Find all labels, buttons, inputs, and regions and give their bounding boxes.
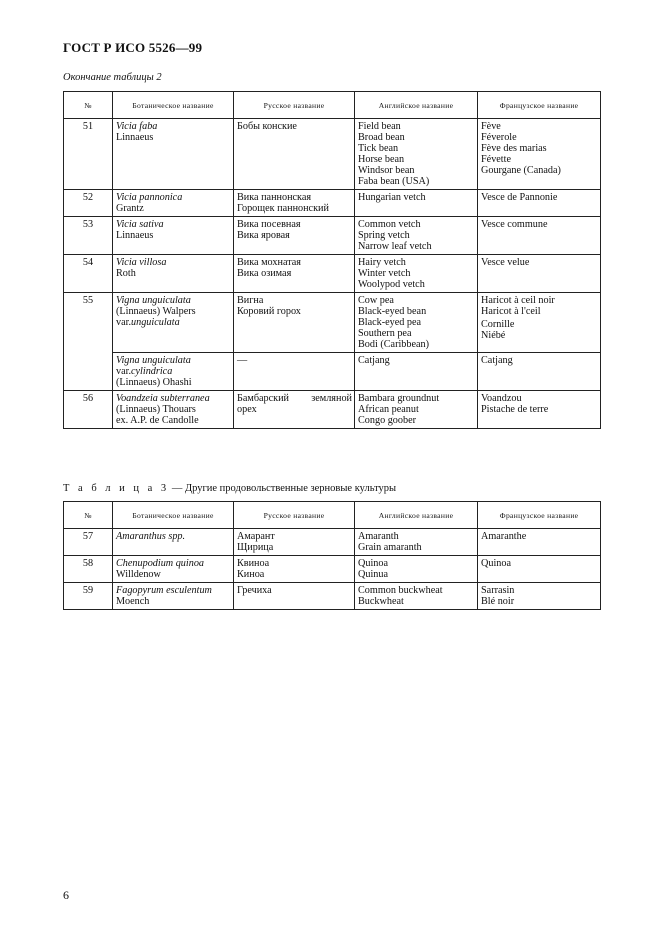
- row-number: 57: [64, 529, 113, 556]
- english-name: Amaranth Grain amaranth: [355, 529, 478, 556]
- table-row: [64, 583, 601, 610]
- russian-name: Амарант Щирица: [234, 529, 355, 556]
- table3-caption: Т а б л и ц а 3 — Другие продовольственные зерновые культуры: [63, 483, 397, 494]
- botanical-name: Vicia faba Linnaeus: [113, 119, 234, 190]
- col-header-number: №: [64, 502, 113, 529]
- english-name: Hairy vetch Winter vetch Woolypod vetch: [355, 255, 478, 293]
- english-name: Hungarian vetch: [355, 190, 478, 217]
- french-name: Fève Féverole Fève des marias Févette Gourgane (Canada): [478, 119, 601, 190]
- table-row: [64, 190, 601, 217]
- table-3: [63, 501, 601, 610]
- russian-name: Вика посевная Вика яровая: [234, 217, 355, 255]
- col-header-english: Английское название: [355, 92, 478, 119]
- french-name: Haricot à ceil noir Haricot à l'ceil Cornille Niébé: [478, 293, 601, 353]
- col-header-french: Французское название: [478, 502, 601, 529]
- table2-caption: Окончание таблицы 2: [63, 72, 162, 83]
- botanical-name: Chenupodium quinoa Willdenow: [113, 556, 234, 583]
- table-row: [64, 255, 601, 293]
- row-number: 54: [64, 255, 113, 293]
- table-header-row: [64, 502, 601, 529]
- row-number: 59: [64, 583, 113, 610]
- russian-name: Вигна Коровий горох: [234, 293, 355, 353]
- french-name: Quinoa: [478, 556, 601, 583]
- botanical-name: Vicia villosa Roth: [113, 255, 234, 293]
- russian-name: Вика паннонская Горощек паннонский: [234, 190, 355, 217]
- row-number: 52: [64, 190, 113, 217]
- col-header-botanical: Ботаническое название: [113, 502, 234, 529]
- botanical-name: Vicia pannonica Grantz: [113, 190, 234, 217]
- french-name: Vesce de Pannonie: [478, 190, 601, 217]
- english-name: Common buckwheat Buckwheat: [355, 583, 478, 610]
- french-name: Amaranthe: [478, 529, 601, 556]
- table-row: [64, 353, 601, 391]
- russian-name: Вика мохнатая Вика озимая: [234, 255, 355, 293]
- col-header-russian: Русское название: [234, 502, 355, 529]
- russian-name: Квиноа Киноа: [234, 556, 355, 583]
- document-id: ГОСТ Р ИСО 5526—99: [63, 40, 203, 55]
- french-name: Catjang: [478, 353, 601, 391]
- english-name: Cow pea Black-eyed bean Black-eyed pea Southern pea Bodi (Caribbean): [355, 293, 478, 353]
- table-header-row: [64, 92, 601, 119]
- table-row: [64, 391, 601, 429]
- english-name: Common vetch Spring vetch Narrow leaf vetch: [355, 217, 478, 255]
- page-number: 6: [63, 888, 69, 902]
- table-row: [64, 556, 601, 583]
- english-name: Field bean Broad bean Tick bean Horse bean Windsor bean Faba bean (USA): [355, 119, 478, 190]
- russian-name: —: [234, 353, 355, 391]
- botanical-name: Fagopyrum esculentum Moench: [113, 583, 234, 610]
- english-name: Quinoa Quinua: [355, 556, 478, 583]
- botanical-name: Vigna unguiculata var.cylindrica (Linnaeus) Ohashi: [113, 353, 234, 391]
- table-row: [64, 293, 601, 353]
- french-name: Sarrasin Blé noir: [478, 583, 601, 610]
- russian-name: Бамбарский земляной орех: [234, 391, 355, 429]
- col-header-number: №: [64, 92, 113, 119]
- row-number: 55: [64, 293, 113, 391]
- row-number: 58: [64, 556, 113, 583]
- french-name: Vesce velue: [478, 255, 601, 293]
- botanical-name: Amaranthus spp.: [113, 529, 234, 556]
- russian-name: Гречиха: [234, 583, 355, 610]
- row-number: 56: [64, 391, 113, 429]
- french-name: Vesce commune: [478, 217, 601, 255]
- col-header-french: Французское название: [478, 92, 601, 119]
- table-row: [64, 217, 601, 255]
- col-header-botanical: Ботаническое название: [113, 92, 234, 119]
- english-name: Bambara groundnut African peanut Congo goober: [355, 391, 478, 429]
- french-name: Voandzou Pistache de terre: [478, 391, 601, 429]
- table-2: [63, 91, 601, 429]
- table-row: [64, 119, 601, 190]
- col-header-russian: Русское название: [234, 92, 355, 119]
- russian-name: Бобы конские: [234, 119, 355, 190]
- english-name: Catjang: [355, 353, 478, 391]
- botanical-name: Voandzeia subterranea (Linnaeus) Thouars ex. A.P. de Candolle: [113, 391, 234, 429]
- table-row: [64, 529, 601, 556]
- botanical-name: Vigna unguiculata (Linnaeus) Walpers var.unguiculata: [113, 293, 234, 353]
- botanical-name: Vicia sativa Linnaeus: [113, 217, 234, 255]
- col-header-english: Английское название: [355, 502, 478, 529]
- row-number: 53: [64, 217, 113, 255]
- row-number: 51: [64, 119, 113, 190]
